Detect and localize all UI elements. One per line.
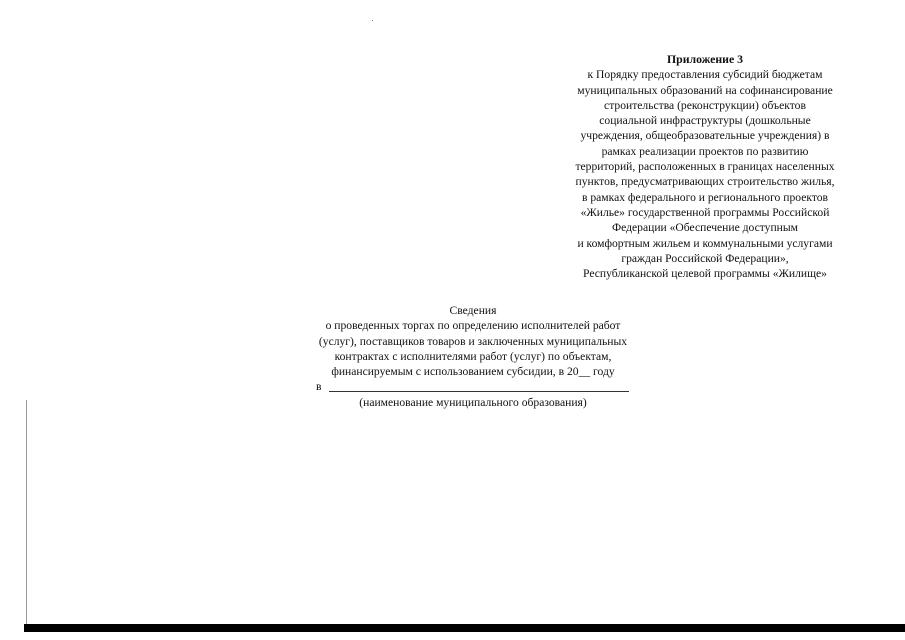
municipality-blank-line (329, 391, 629, 392)
appendix-line: Республиканской целевой программы «Жилище» (583, 267, 827, 281)
appendix-line: граждан Российской Федерации», (621, 251, 789, 265)
info-line: финансируемым с использованием субсидии, в 20__ году (331, 365, 615, 379)
appendix-line: и комфортным жильем и коммунальными услугами (577, 236, 833, 250)
municipality-fill-row (295, 379, 651, 394)
appendix-title: Приложение 3 (666, 52, 744, 66)
appendix-line: социальной инфраструктуры (дошкольные (599, 114, 811, 128)
appendix-line: территорий, расположенных в границах населенных (575, 160, 835, 174)
info-line: о проведенных торгах по определению исполнителей работ (325, 319, 621, 333)
appendix-block (555, 52, 855, 281)
info-line: контрактах с исполнителями работ (услуг) по объектам, (334, 349, 612, 363)
info-heading: Сведения (449, 304, 497, 317)
municipality-caption: (наименование муниципального образования) (359, 395, 587, 409)
appendix-line: в рамках федерального и регионального проектов (581, 190, 829, 204)
left-margin-line (26, 400, 27, 626)
appendix-line: Федерации «Обеспечение доступным (611, 221, 798, 235)
appendix-line: пунктов, предусматривающих строительство жилья, (575, 175, 835, 189)
appendix-line: строительства (реконструкции) объектов (604, 98, 806, 112)
appendix-line: учреждения, общеобразовательные учреждения) в (580, 129, 830, 143)
appendix-line: к Порядку предоставления субсидий бюджетам (587, 68, 823, 82)
bottom-border-bar (24, 624, 905, 632)
appendix-line: муниципальных образований на софинансирование (577, 83, 833, 97)
info-block (295, 303, 651, 410)
scan-speck (372, 20, 373, 21)
appendix-line: рамках реализации проектов по развитию (601, 144, 809, 158)
appendix-line: «Жилье» государственной программы Российской (580, 205, 830, 219)
fill-prefix: в (316, 380, 322, 394)
info-line: (услуг), поставщиков товаров и заключенных муниципальных (318, 334, 628, 348)
